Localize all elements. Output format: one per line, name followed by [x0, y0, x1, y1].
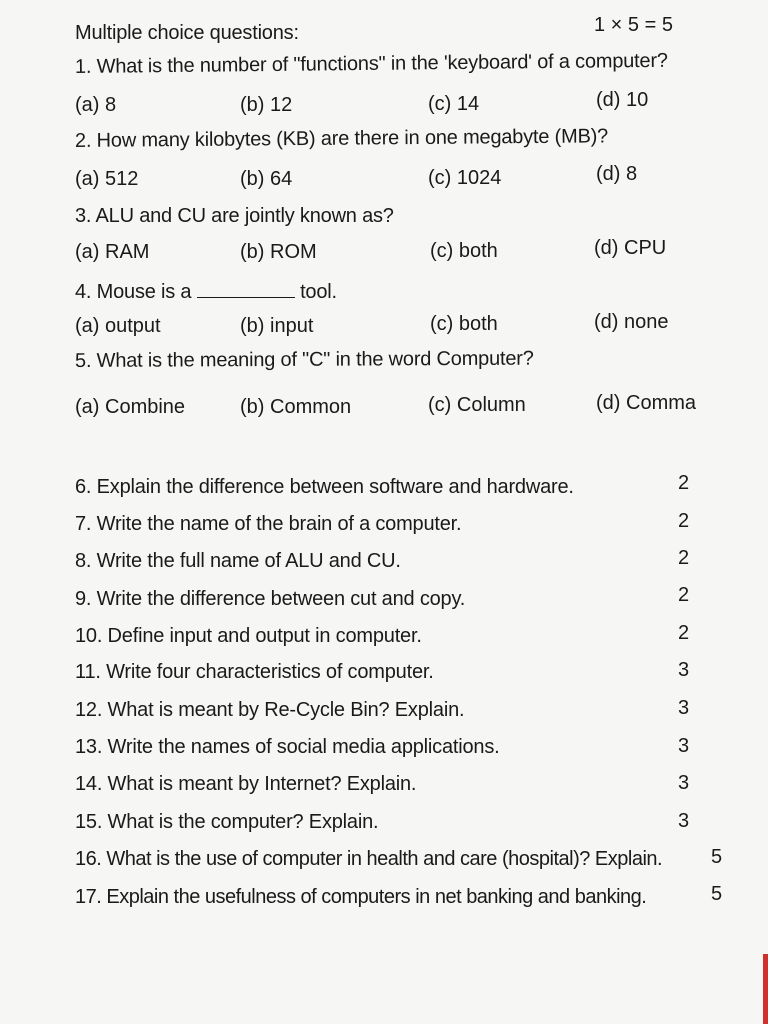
question-14: 14. What is meant by Internet? Explain.: [75, 773, 417, 795]
question-6: 6. Explain the difference between software and hardware.: [75, 476, 574, 498]
q1-option-b: (b) 12: [240, 94, 293, 116]
marks-17: 5: [711, 883, 723, 905]
question-11: 11. Write four characteristics of computer.: [75, 661, 434, 683]
question-5: 5. What is the meaning of "C" in the word Computer?: [74, 347, 534, 372]
marks-14: 3: [678, 772, 690, 794]
marks-11: 3: [678, 659, 690, 681]
section-marks: 1 × 5 = 5: [594, 14, 673, 36]
q1-option-c: (c) 14: [428, 93, 480, 115]
question-4-end: tool.: [300, 281, 337, 303]
q2-option-b: (b) 64: [240, 168, 293, 190]
q5-option-d: (d) Comma: [596, 392, 697, 414]
q3-option-b: (b) ROM: [240, 241, 317, 263]
q4-option-b: (b) input: [240, 315, 314, 337]
marks-9: 2: [678, 584, 690, 606]
question-3: 3. ALU and CU are jointly known as?: [75, 205, 394, 227]
question-4: [75, 279, 337, 304]
question-15: 15. What is the computer? Explain.: [75, 811, 379, 833]
marks-10: 2: [678, 622, 690, 644]
q5-option-b: (b) Common: [240, 396, 352, 418]
question-10: 10. Define input and output in computer.: [75, 625, 422, 647]
q5-option-c: (c) Column: [428, 394, 526, 416]
question-13: 13. Write the names of social media applications.: [75, 736, 500, 758]
q1-option-d: (d) 10: [596, 89, 649, 111]
marks-15: 3: [678, 810, 690, 832]
page-edge-mark: [763, 954, 768, 1024]
q3-option-a: (a) RAM: [75, 241, 150, 263]
q1-option-a: (a) 8: [75, 94, 117, 116]
marks-8: 2: [678, 547, 690, 569]
q2-option-d: (d) 8: [596, 163, 638, 185]
q2-option-a: (a) 512: [75, 168, 139, 190]
question-8: 8. Write the full name of ALU and CU.: [75, 550, 401, 572]
q3-option-c: (c) both: [430, 240, 498, 262]
marks-12: 3: [678, 697, 690, 719]
question-16: 16. What is the use of computer in health and care (hospital)? Explain.: [75, 848, 663, 870]
section-heading: Multiple choice questions:: [75, 22, 299, 44]
question-12: 12. What is meant by Re-Cycle Bin? Explain.: [75, 699, 465, 721]
marks-6: 2: [678, 472, 690, 494]
q5-option-a: (a) Combine: [75, 396, 186, 418]
question-9: 9. Write the difference between cut and copy.: [75, 588, 466, 610]
q3-option-d: (d) CPU: [594, 237, 667, 259]
question-1: 1. What is the number of "functions" in the 'keyboard' of a computer?: [74, 49, 668, 78]
question-2: 2. How many kilobytes (KB) are there in one megabyte (MB)?: [74, 125, 609, 152]
q4-option-d: (d) none: [594, 311, 669, 333]
q2-option-c: (c) 1024: [428, 167, 502, 189]
question-17: 17. Explain the usefulness of computers in net banking and banking.: [75, 886, 647, 908]
marks-7: 2: [678, 510, 690, 532]
question-7: 7. Write the name of the brain of a computer.: [75, 513, 462, 535]
marks-13: 3: [678, 735, 690, 757]
q4-option-c: (c) both: [430, 313, 498, 335]
q4-option-a: (a) output: [75, 315, 161, 337]
marks-16: 5: [711, 846, 723, 868]
fill-in-blank: [197, 279, 295, 298]
question-4-start: 4. Mouse is a: [75, 281, 192, 303]
